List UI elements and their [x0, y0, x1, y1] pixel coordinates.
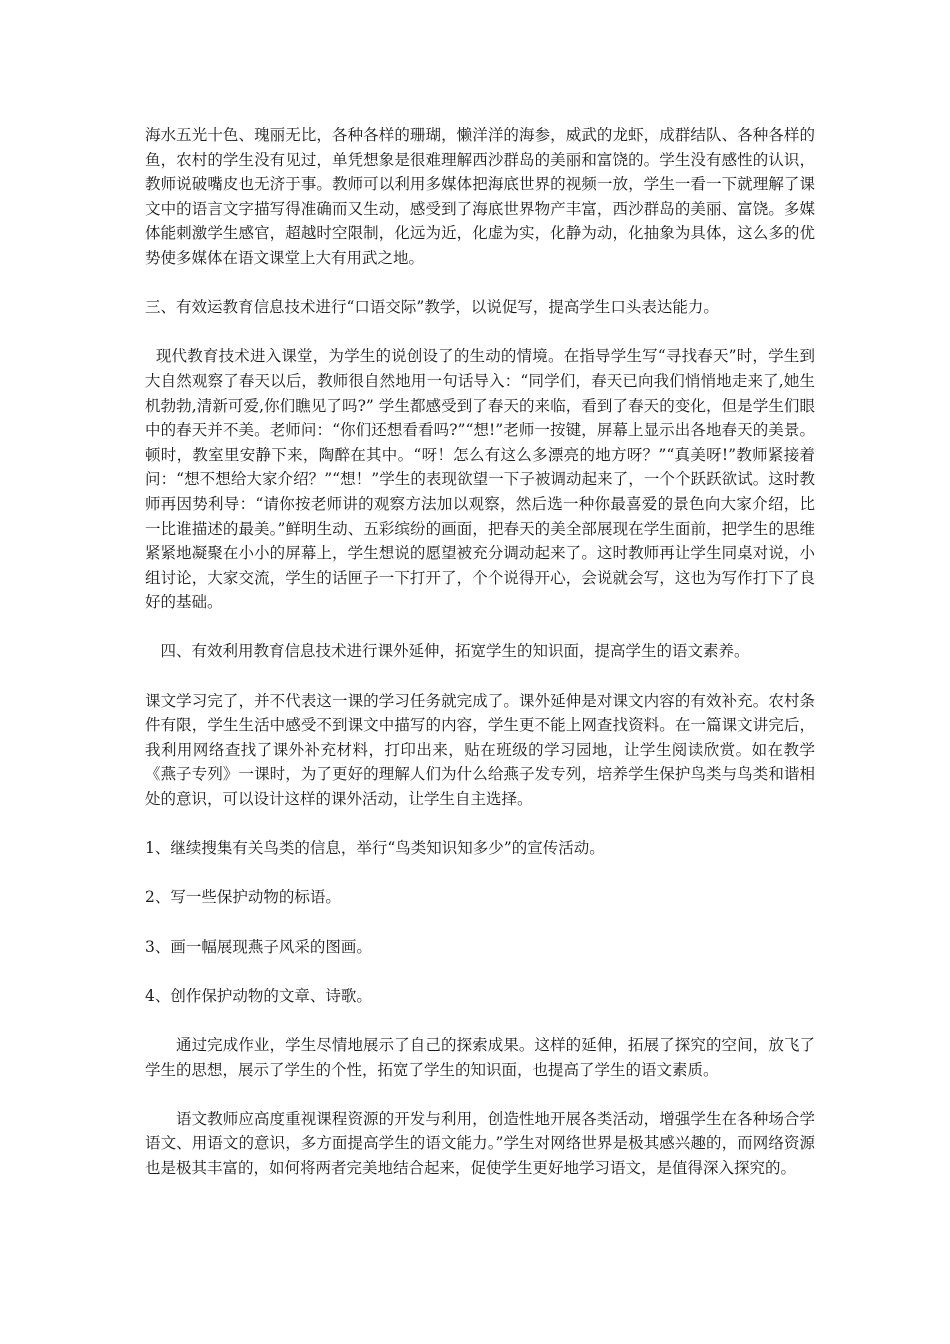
paragraph-conclusion: 语文教师应高度重视课程资源的开发与利用，创造性地开展各类活动，增强学生在各种场合学语文、用语文的意识，多方面提高学生的语文能力。”学生对网络世界是极其感兴趣的，而网络资源也是极其丰富的，如何将两者完美地结合起来，促使学生更好地学习语文，是值得深入探究的。 [145, 1109, 815, 1177]
paragraph-spring: 现代教育技术进入课堂，为学生的说创设了的生动的情境。在指导学生写“寻找春天”时，学生到大自然观察了春天以后，教师很自然地用一句话导入：“同学们，春天已向我们悄悄地走来了,她生机勃勃,清新可爱,你们瞧见了吗?” 学生都感受到了春天的来临，看到了春天的变化，但是学生们眼中的春天并不美。老师问：“你们还想看看吗?”“想!”老师一按键，屏幕上显示出各地春天的美景。顿时，教室里安静下来，陶醉在其中。“呀！怎么有这么多漂亮的地方呀？”“真美呀!”教师紧接着问：“想不想给大家介绍？”“想！”学生的表现欲望一下子被调动起来了，一个个跃跃欲试。这时教师再因势利导：“请你按老师讲的观察方法加以观察，然后选一种你最喜爱的景色向大家介绍，比一比谁描述的最美。”鲜明生动、五彩缤纷的画面，把春天的美全部展现在学生面前，把学生的思维紧紧地凝聚在小小的屏幕上，学生想说的愿望被充分调动起来了。这时教师再让学生同桌对说，小组讨论，大家交流，学生的话匣子一下打开了，个个说得开心，会说就会写，这也为写作打下了良好的基础。 [145, 347, 815, 612]
list-item-1: 1、继续搜集有关鸟类的信息，举行“鸟类知识知多少”的宣传活动。 [145, 839, 605, 858]
paragraph-intro: 海水五光十色、瑰丽无比，各种各样的珊瑚，懒洋洋的海参，威武的龙虾，成群结队、各种各样的鱼，农村的学生没有见过，单凭想象是很难理解西沙群岛的美丽和富饶的。学生没有感性的认识，教师说破嘴皮也无济于事。教师可以利用多媒体把海底世界的视频一放，学生一看一下就理解了课文中的语言文字描写得准确而又生动，感受到了海底世界物产丰富，西沙群岛的美丽、富饶。多媒体能刺激学生感官，超越时空限制，化远为近，化虚为实，化静为动，化抽象为具体，这么多的优势使多媒体在语文课堂上大有用武之地。 [145, 126, 815, 267]
section-heading-3: 三、有效运教育信息技术进行“口语交际”教学，以说促写，提高学生口头表达能力。 [145, 298, 719, 317]
section-heading-4: 四、有效利用教育信息技术进行课外延伸，拓宽学生的知识面，提高学生的语文素养。 [160, 642, 750, 661]
list-item-3: 3、画一幅展现燕子风采的图画。 [145, 937, 372, 956]
document-body [145, 123, 815, 1205]
paragraph-results: 通过完成作业，学生尽情地展示了自己的探索成果。这样的延伸，拓展了探究的空间，放飞了学生的思想，展示了学生的个性，拓宽了学生的知识面，也提高了学生的语文素质。 [145, 1035, 815, 1079]
list-item-4: 4、创作保护动物的文章、诗歌。 [145, 986, 372, 1005]
list-item-2: 2、写一些保护动物的标语。 [145, 888, 341, 907]
paragraph-extension: 课文学习完了，并不代表这一课的学习任务就完成了。课外延伸是对课文内容的有效补充。农村条件有限，学生生活中感受不到课文中描写的内容，学生更不能上网查找资料。在一篇课文讲完后，我利用网络查找了课外补充材料，打印出来，贴在班级的学习园地，让学生阅读欣赏。如在教学《燕子专列》一课时，为了更好的理解人们为什么给燕子发专列，培养学生保护鸟类与鸟类和谐相处的意识，可以设计这样的课外活动，让学生自主选择。 [145, 691, 815, 809]
